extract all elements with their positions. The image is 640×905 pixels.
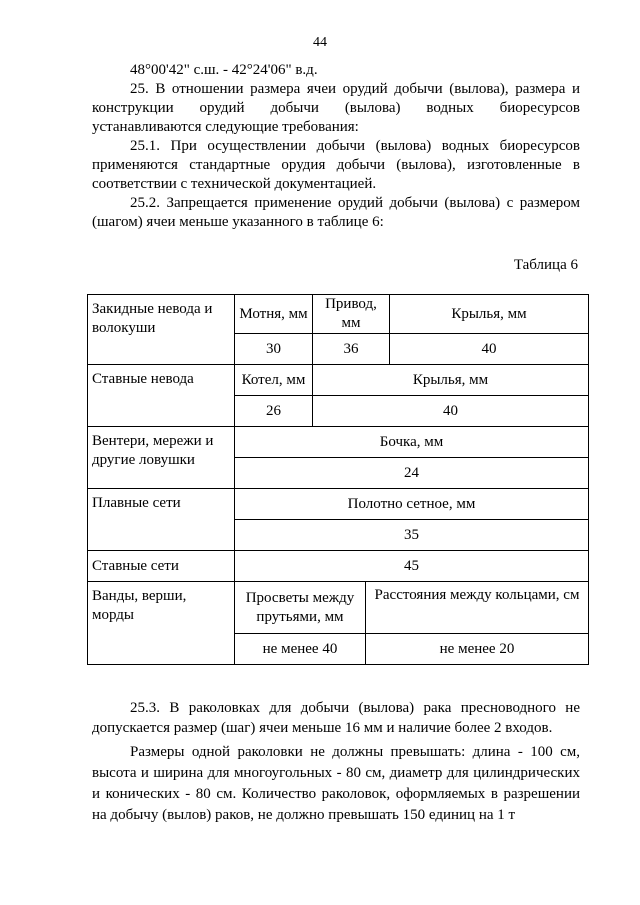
value-drive: 36 [313,334,390,365]
value-pot: 26 [235,396,313,427]
table-caption: Таблица 6 [513,257,578,273]
row-label-seine: Закидные невода и волокуши [88,295,235,365]
mesh-size-table [87,294,589,665]
header-ring-spacing: Расстояния между кольцами, см [366,582,589,634]
paragraph-25-1: 25.1. При осуществлении добычи (вылова) водных биоресурсов применяются стандартные орудия добычи (вылова), изготовленные в соответствии с технической документацией. [92,138,580,192]
row-label-drift-nets: Плавные сети [88,489,235,551]
table-row [88,365,589,396]
table-row [88,489,589,520]
paragraph-crayfish-trap-sizes: Размеры одной раколовки не должны превышать: длина - 100 см, высота и ширина для многоугольных - 80 см, диаметр для цилиндрических и конических - 80 см. Количество раколовок, оформляемых в разрешении на добычу (вылов) раков, не должно превышать 150 единиц на 1 т [92,744,580,823]
paragraph-25-3: 25.3. В раколовках для добычи (вылова) рака пресноводного не допускается размер (шаг) ячеи меньше 16 мм и наличие более 2 входов. [92,700,580,736]
value-wings: 40 [390,334,589,365]
header-pot: Котел, мм [235,365,313,396]
value-barrel: 24 [235,458,589,489]
coordinates-line: 48°00'42" с.ш. - 42°24'06" в.д. [130,62,318,78]
header-wings: Крылья, мм [390,295,589,334]
paragraph-25: 25. В отношении размера ячеи орудий добычи (вылова), размера и конструкции орудий добычи (вылова) водных биоресурсов устанавливаются следующие требования: [92,81,580,135]
header-trap-wings: Крылья, мм [313,365,589,396]
header-barrel: Бочка, мм [235,427,589,458]
table-row [88,582,589,634]
table-row [88,427,589,458]
header-net-fabric: Полотно сетное, мм [235,489,589,520]
row-label-fyke-nets: Вентери, мережи и другие ловушки [88,427,235,489]
paragraph-25-2: 25.2. Запрещается применение орудий добычи (вылова) с размером (шагом) ячеи меньше указанного в таблице 6: [92,195,580,230]
table-row [88,551,589,582]
value-ring-spacing: не менее 20 [366,634,589,665]
page-number: 44 [313,35,327,50]
row-label-trap-net: Ставные невода [88,365,235,427]
value-set-nets: 45 [235,551,589,582]
value-cod-end: 30 [235,334,313,365]
upper-text [92,61,580,232]
row-label-pots: Ванды, верши, морды [88,582,235,665]
table-row [88,295,589,334]
header-rod-gaps: Просветы между прутьями, мм [235,582,366,634]
lower-text [92,698,580,826]
row-label-set-nets: Ставные сети [88,551,235,582]
value-net-fabric: 35 [235,520,589,551]
header-cod-end: Мотня, мм [235,295,313,334]
value-rod-gaps: не менее 40 [235,634,366,665]
value-trap-wings: 40 [313,396,589,427]
header-drive: Привод, мм [313,295,390,334]
